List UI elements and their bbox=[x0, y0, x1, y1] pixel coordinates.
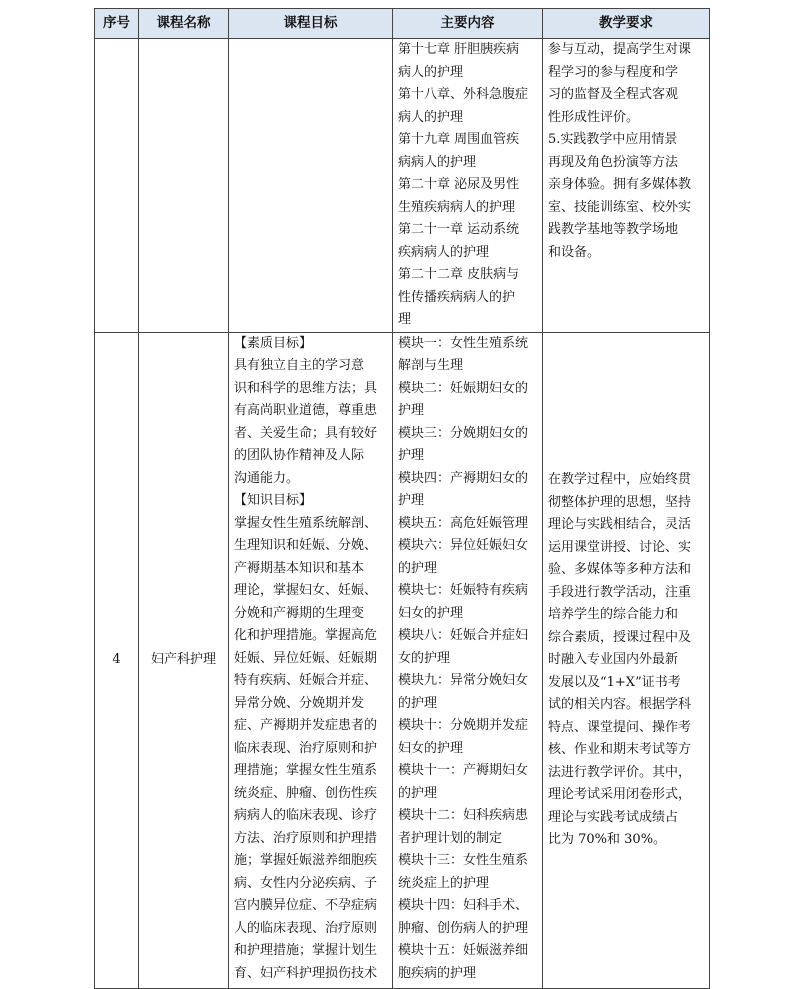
text-line: 肿瘤、创伤病人的护理 bbox=[398, 920, 529, 936]
text-line: 模块五：高危妊娠管理 bbox=[398, 515, 529, 531]
text-line: 习的监督及全程式客观 bbox=[548, 87, 679, 102]
text-line: 性形成性评价。 bbox=[548, 109, 640, 125]
text-line: 模块十四：妇科手术、 bbox=[398, 898, 529, 913]
text-line: 产褥期基本知识和基本 bbox=[234, 560, 365, 576]
text-line: 5.实践教学中应用情景 bbox=[548, 132, 678, 147]
text-line: 特有疾病、妊娠合并症、 bbox=[234, 673, 378, 688]
text-line: 胞疾病的护理 bbox=[398, 965, 477, 981]
text-line: 妇女的护理 bbox=[398, 605, 464, 621]
text-line: 第十七章 肝胆胰疾病 bbox=[398, 42, 520, 57]
header-row bbox=[95, 9, 710, 39]
text-line: 特点、课堂提问、操作考 bbox=[548, 719, 692, 735]
text-line: 模块九：异常分娩妇女 bbox=[398, 673, 529, 688]
text-line: 的护理 bbox=[398, 695, 438, 711]
text-line: 亲身体验。拥有多媒体教 bbox=[548, 177, 692, 192]
text-line: 验、多媒体等多种方法和 bbox=[548, 562, 692, 577]
text-line: 模块二：妊娠期妇女的 bbox=[398, 380, 529, 396]
text-line: 者、关爱生命；具有较好 bbox=[234, 425, 378, 441]
text-line: 参与互动，提高学生对课 bbox=[548, 42, 692, 57]
text-line: 模块十：分娩期并发症 bbox=[398, 718, 529, 733]
text-line: 育、妇产科护理损伤技术 bbox=[234, 965, 378, 981]
text-line: 室、技能训练室、校外实 bbox=[548, 199, 692, 215]
text-line: 理论与实践考试成绩占 bbox=[548, 809, 679, 825]
row1-course-name-cell bbox=[139, 39, 229, 333]
text-line: 的团队协作精神及人际 bbox=[234, 448, 365, 463]
text-line: 模块十五：妊娠滋养细 bbox=[398, 943, 529, 958]
text-line: 比为 70%和 30%。 bbox=[548, 832, 667, 847]
text-line: 异常分娩、分娩期并发 bbox=[234, 695, 365, 711]
text-line: 施；掌握妊娠滋养细胞疾 bbox=[234, 853, 378, 868]
row1-content-cell bbox=[393, 39, 543, 333]
row1-number-cell bbox=[95, 39, 139, 333]
text-line: 法进行教学评价。其中， bbox=[548, 764, 692, 780]
text-line: 沟通能力。 bbox=[234, 470, 300, 486]
row2-course-name: 妇产科护理 bbox=[139, 332, 229, 989]
text-line: 护理 bbox=[398, 403, 425, 418]
text-line: 模块十三：女性生殖系 bbox=[398, 853, 529, 868]
text-line: 发展以及“1+X”证书考 bbox=[548, 674, 681, 690]
text-line: 理 bbox=[398, 312, 412, 327]
text-line: 模块十一：产褥期妇女 bbox=[398, 763, 529, 778]
text-line: 生理知识和妊娠、分娩、 bbox=[234, 538, 378, 553]
text-line: 彻整体护理的思想，坚持 bbox=[548, 494, 692, 510]
text-line: 病病人的护理 bbox=[398, 154, 477, 170]
header-course-name: 课程名称 bbox=[139, 9, 229, 39]
text-line: 解剖与生理 bbox=[398, 358, 464, 373]
text-line: 统炎症、肿瘤、创伤性疾 bbox=[234, 785, 378, 801]
text-line: 和设备。 bbox=[548, 244, 601, 260]
text-line: 掌握女性生殖系统解剖、 bbox=[234, 515, 378, 531]
text-line: 程学习的参与程度和学 bbox=[548, 64, 679, 80]
curriculum-table bbox=[94, 8, 710, 989]
row1-requirement-cell bbox=[543, 39, 710, 333]
text-line: 有高尚职业道德，尊重患 bbox=[234, 403, 378, 418]
row2-requirement-cell bbox=[543, 332, 710, 989]
text-line: 第二十一章 运动系统 bbox=[398, 222, 520, 237]
text-line: 理论考试采用闭卷形式， bbox=[548, 787, 692, 802]
text-line: 宫内膜异位症、不孕症病 bbox=[234, 898, 378, 913]
text-line: 临床表现、治疗原则和护 bbox=[234, 740, 378, 756]
text-line: 培养学生的综合能力和 bbox=[548, 607, 679, 622]
text-line: 方法、治疗原则和护理措 bbox=[234, 830, 378, 846]
text-line: 理论，掌握妇女、妊娠、 bbox=[234, 583, 378, 598]
text-line: 病人的护理 bbox=[398, 64, 464, 80]
row2-goal-cell bbox=[229, 332, 393, 989]
text-line: 运用课堂讲授、讨论、实 bbox=[548, 539, 692, 555]
text-line: 识和科学的思维方法；具 bbox=[234, 380, 378, 396]
row1-goal-cell bbox=[229, 39, 393, 333]
text-line: 化和护理措施。掌握高危 bbox=[234, 628, 378, 643]
text-line: 护理 bbox=[398, 448, 425, 463]
text-line: 试的相关内容。根据学科 bbox=[548, 697, 692, 712]
text-line: 统炎症上的护理 bbox=[398, 875, 490, 891]
text-line: 模块六：异位妊娠妇女 bbox=[398, 538, 529, 553]
table-row-course-4 bbox=[95, 332, 710, 989]
text-line: 妊娠、异位妊娠、妊娠期 bbox=[234, 650, 378, 666]
text-line: 疾病病人的护理 bbox=[398, 244, 490, 260]
text-line: 手段进行教学活动，注重 bbox=[548, 584, 692, 600]
text-line: 核、作业和期末考试等方 bbox=[548, 742, 692, 757]
text-line: 病人的护理 bbox=[398, 109, 464, 125]
text-line: 第二十章 泌尿及男性 bbox=[398, 177, 520, 192]
text-line: 第十八章、外科急腹症 bbox=[398, 87, 529, 102]
text-line: 践教学基地等教学场地 bbox=[548, 222, 679, 237]
text-line: 理论与实践相结合，灵活 bbox=[548, 517, 692, 532]
text-line: 和护理措施；掌握计划生 bbox=[234, 943, 378, 958]
row2-number: 4 bbox=[95, 332, 139, 989]
header-teaching-requirement: 教学要求 bbox=[543, 9, 710, 39]
row2-content-cell bbox=[393, 332, 543, 989]
text-line: 第十九章 周围血管疾 bbox=[398, 132, 520, 147]
text-line: 症、产褥期并发症患者的 bbox=[234, 718, 378, 733]
text-line: 理措施；掌握女性生殖系 bbox=[234, 763, 378, 778]
text-line: 妇女的护理 bbox=[398, 740, 464, 756]
text-line: 具有独立自主的学习意 bbox=[234, 358, 365, 373]
text-line: 的护理 bbox=[398, 560, 438, 576]
text-line: 模块一：女性生殖系统 bbox=[398, 335, 529, 351]
text-line: 病病人的临床表现、诊疗 bbox=[234, 808, 378, 823]
text-line: 人的临床表现、治疗原则 bbox=[234, 920, 378, 936]
text-line: 第二十二章 皮肤病与 bbox=[398, 267, 520, 282]
text-line: 分娩和产褥期的生理变 bbox=[234, 605, 365, 621]
header-main-content: 主要内容 bbox=[393, 9, 543, 39]
text-line: 者护理计划的制定 bbox=[398, 830, 503, 846]
text-line: 时融入专业国内外最新 bbox=[548, 652, 679, 667]
text-line: 模块三：分娩期妇女的 bbox=[398, 425, 529, 441]
text-line: 在教学过程中，应始终贯 bbox=[548, 472, 692, 487]
text-line: 【素质目标】 bbox=[234, 335, 313, 351]
table-row-continuation bbox=[95, 39, 710, 333]
header-course-goal: 课程目标 bbox=[229, 9, 393, 39]
header-number: 序号 bbox=[95, 9, 139, 39]
text-line: 综合素质，授课过程中及 bbox=[548, 629, 692, 645]
text-line: 【知识目标】 bbox=[234, 493, 313, 508]
text-line: 性传播疾病病人的护 bbox=[398, 289, 516, 305]
text-line: 女的护理 bbox=[398, 650, 451, 666]
text-line: 的护理 bbox=[398, 785, 438, 801]
text-line: 模块七：妊娠特有疾病 bbox=[398, 583, 529, 598]
text-line: 再现及角色扮演等方法 bbox=[548, 154, 679, 170]
text-line: 模块八：妊娠合并症妇 bbox=[398, 628, 529, 643]
text-line: 病、女性内分泌疾病、子 bbox=[234, 875, 378, 891]
text-line: 生殖疾病病人的护理 bbox=[398, 199, 516, 215]
text-line: 模块十二：妇科疾病患 bbox=[398, 808, 529, 823]
text-line: 护理 bbox=[398, 493, 425, 508]
text-line: 模块四：产褥期妇女的 bbox=[398, 470, 529, 486]
